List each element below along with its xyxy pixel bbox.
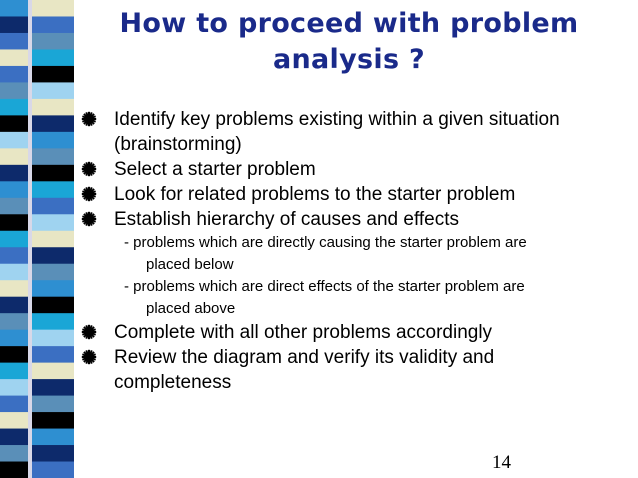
stripe-left <box>0 16 28 33</box>
stripe-right <box>32 132 74 149</box>
stripe-left <box>0 165 28 182</box>
bullet-text: Review the diagram and verify its validity and <box>114 347 495 368</box>
bullet-text: Complete with all other problems accordingly <box>114 322 493 343</box>
asterisk-burst-icon <box>80 348 98 366</box>
asterisk-burst-icon <box>80 160 98 178</box>
asterisk-burst-icon <box>80 323 98 341</box>
decorative-stripe-bar <box>0 0 74 478</box>
stripe-left <box>0 148 28 165</box>
stripe-right <box>32 297 74 314</box>
stripe-right <box>32 429 74 446</box>
bullet-text: Establish hierarchy of causes and effects <box>114 209 460 230</box>
stripe-right <box>32 346 74 363</box>
stripe-right <box>32 462 74 478</box>
sub-item-causes: - problems which are directly causing the starter problem are <box>124 234 527 251</box>
stripe-right <box>32 16 74 33</box>
stripe-left <box>0 115 28 132</box>
stripe-left <box>0 297 28 314</box>
stripe-left <box>0 181 28 198</box>
stripe-right <box>32 280 74 297</box>
stripe-left <box>0 66 28 83</box>
stripe-right <box>32 231 74 248</box>
stripe-right <box>32 247 74 264</box>
page-number: 14 <box>492 452 511 473</box>
stripe-left <box>0 280 28 297</box>
stripe-separator <box>28 0 32 478</box>
bullet-text: Select a starter problem <box>114 159 316 180</box>
stripe-right <box>32 165 74 182</box>
bullet-item-look <box>80 182 636 207</box>
stripe-right <box>32 181 74 198</box>
stripe-left <box>0 379 28 396</box>
stripe-left <box>0 429 28 446</box>
bullet-continuation: completeness <box>114 372 232 393</box>
stripe-right <box>32 99 74 116</box>
asterisk-burst-icon <box>80 110 98 128</box>
stripe-left <box>0 214 28 231</box>
stripe-right <box>32 412 74 429</box>
bullet-item-review <box>80 345 636 370</box>
stripe-left <box>0 132 28 149</box>
stripe-right <box>32 264 74 281</box>
stripe-left <box>0 346 28 363</box>
sub-item-continuation: placed above <box>146 300 236 317</box>
title-line-1: How to proceed with problem <box>119 8 579 39</box>
stripe-left <box>0 412 28 429</box>
bullet-item-identify <box>80 107 636 132</box>
stripe-left <box>0 198 28 215</box>
stripe-right <box>32 214 74 231</box>
bullet-item-complete <box>80 320 636 345</box>
stripe-right <box>32 445 74 462</box>
stripe-right <box>32 379 74 396</box>
stripe-right <box>32 363 74 380</box>
stripe-left <box>0 0 28 17</box>
stripe-left <box>0 445 28 462</box>
stripe-left <box>0 33 28 50</box>
stripe-left <box>0 462 28 478</box>
stripe-right <box>32 0 74 17</box>
stripe-left <box>0 99 28 116</box>
stripe-left <box>0 82 28 99</box>
slide-title <box>84 6 614 78</box>
stripe-right <box>32 66 74 83</box>
sub-item-continuation: placed below <box>146 256 234 273</box>
bullet-text: Identify key problems existing within a given situation <box>114 109 560 130</box>
stripe-right <box>32 396 74 413</box>
bullet-list <box>80 107 636 395</box>
bullet-continuation: (brainstorming) <box>114 134 242 155</box>
asterisk-burst-icon <box>80 185 98 203</box>
stripe-left <box>0 363 28 380</box>
sub-item-effects: - problems which are direct effects of the starter problem are <box>124 278 525 295</box>
title-line-2: analysis ? <box>273 44 425 75</box>
stripe-left <box>0 264 28 281</box>
stripe-right <box>32 82 74 99</box>
bullet-text: Look for related problems to the starter problem <box>114 184 516 205</box>
stripe-right <box>32 313 74 330</box>
stripe-right <box>32 330 74 347</box>
stripe-left <box>0 231 28 248</box>
asterisk-burst-icon <box>80 210 98 228</box>
stripe-left <box>0 247 28 264</box>
stripe-right <box>32 115 74 132</box>
stripe-right <box>32 49 74 66</box>
stripe-left <box>0 313 28 330</box>
stripe-right <box>32 148 74 165</box>
bullet-item-select <box>80 157 636 182</box>
stripe-left <box>0 396 28 413</box>
stripe-right <box>32 33 74 50</box>
stripe-left <box>0 49 28 66</box>
bullet-item-establish <box>80 207 636 232</box>
stripe-right <box>32 198 74 215</box>
stripe-left <box>0 330 28 347</box>
